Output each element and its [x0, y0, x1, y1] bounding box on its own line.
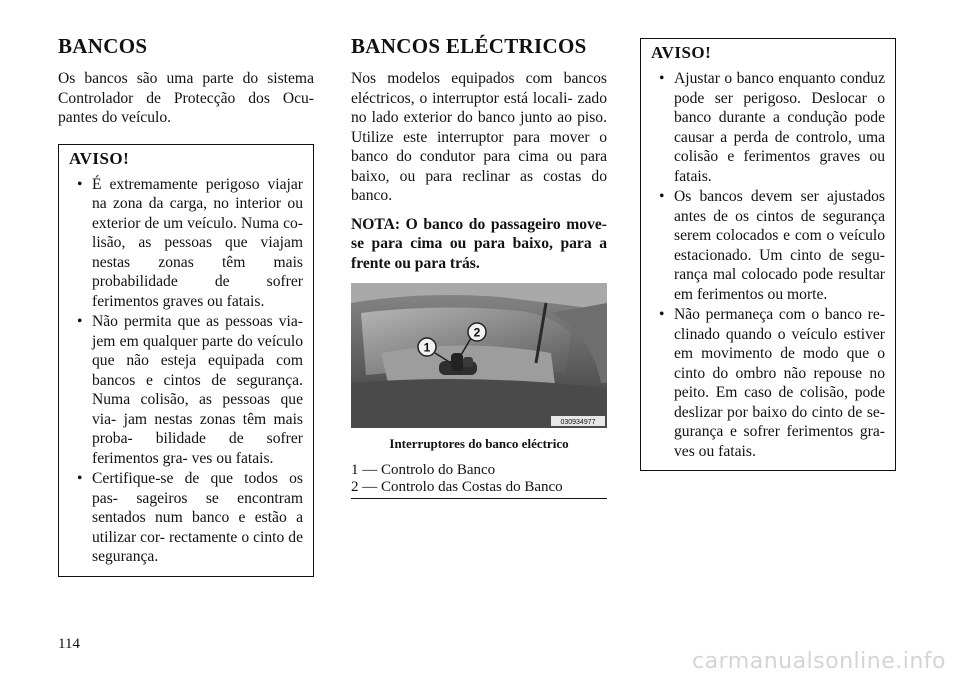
page-number: 114: [58, 636, 80, 652]
section-title-bancos: BANCOS: [58, 34, 148, 58]
warning-heading: AVISO!: [69, 148, 130, 168]
right-column: [640, 38, 896, 471]
warning-item: • Ajustar o banco enquanto conduz pode ser perigoso. Deslocar o banco durante a condução pode causar a perda de controlo, uma colisão e ferimentos graves ou fatais.: [651, 69, 885, 186]
middle-column: [351, 34, 607, 499]
left-column: [58, 34, 314, 577]
legend-item: 2 — Controlo das Costas do Banco: [351, 479, 563, 495]
warning-heading: AVISO!: [651, 43, 712, 62]
warning-item: • Não permita que as pessoas via- jem em qualquer parte do veículo que não esteja equipada com bancos e cintos de segurança. Numa colisão, as pessoas que via- jam nestas zonas têm mais proba- bilidade de sofrer ferimentos gra- ves ou fatais.: [69, 312, 303, 468]
watermark: carmanualsonline.info: [692, 649, 946, 674]
note-paragraph: NOTA: O banco do passageiro move-se para cima ou para baixo, para a frente ou para trás.: [351, 215, 607, 272]
callout-label-2: 2: [473, 325, 481, 340]
intro-paragraph: Os bancos são uma parte do sistema Controlador de Protecção dos Ocu- pantes do veículo.: [58, 70, 314, 126]
body-paragraph: Nos modelos equipados com bancos eléctricos, o interruptor está locali- zado no lado exterior do banco junto ao piso. Utilize este interruptor para mover o banco do condutor para cima ou para baixo, ou para reclinar as costas do banco.: [351, 70, 607, 204]
figure-code: 030934977: [560, 419, 596, 426]
warning-box-left: [58, 144, 314, 577]
warning-item: • Os bancos devem ser ajustados antes de os cintos de segurança serem colocados e com o veículo estacionado. Um cinto de segu- rança mal colocado pode resultar em ferimentos ou morte.: [651, 187, 885, 304]
warning-item: • Certifique-se de que todos os pas- sageiros se encontram sentados num banco e estão a utilizar cor- rectamente o cinto de segurança.: [69, 469, 303, 567]
callout-label-1: 1: [423, 340, 431, 355]
figure-legend: [351, 462, 607, 499]
legend-item: 1 — Controlo do Banco: [351, 462, 496, 478]
seat-switch-photo: [351, 283, 607, 428]
figure-caption: Interruptores do banco eléctrico: [389, 436, 569, 451]
warning-box-right: [640, 38, 896, 471]
section-title-bancos-electricos: BANCOS ELÉCTRICOS: [351, 34, 587, 58]
warning-list: [651, 69, 885, 461]
warning-item: • Não permaneça com o banco re- clinado quando o veículo estiver em movimento de modo que o cinto do ombro não repouse no peito. Em caso de colisão, pode deslizar por baixo do cinto de se- gurança e sofrer ferimentos gra- ves ou fatais.: [651, 305, 885, 461]
warning-list: [69, 175, 303, 567]
warning-item: • É extremamente perigoso viajar na zona da carga, no interior ou exterior de um veículo. Numa co- lisão, as pessoas que viajam nestas zonas têm mais probabilidade de sofrer ferimentos graves ou fatais.: [69, 175, 303, 312]
